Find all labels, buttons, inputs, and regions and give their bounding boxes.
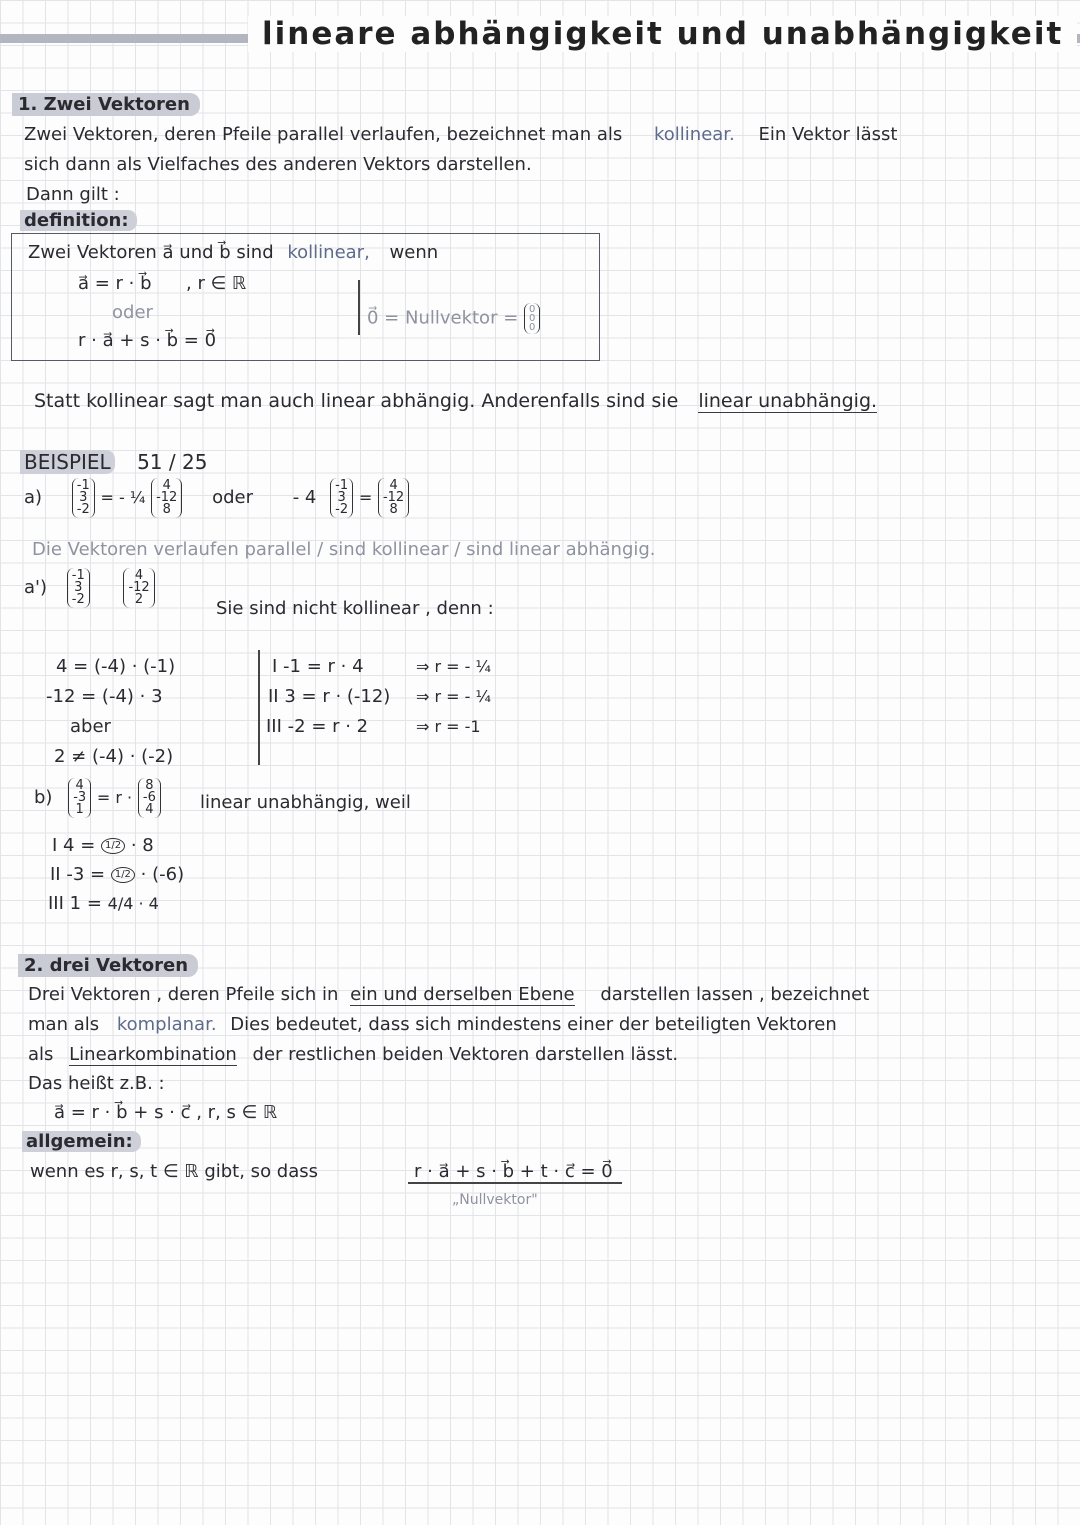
calc-left-3: aber <box>70 716 111 737</box>
linear-unabhaengig-term: linear unabhängig. <box>698 390 878 412</box>
sec2-line6: wenn es r, s, t ∈ ℝ gibt, so dass <box>30 1161 319 1182</box>
sec1-para-line3: Dann gilt : <box>26 184 120 205</box>
section-1-heading: 1. Zwei Vektoren <box>12 93 200 116</box>
example-a2: a') -1 3 -2 4 -12 2 <box>24 568 155 608</box>
b-row-3: III 1 = 4/4 · 4 <box>48 893 159 914</box>
sec2-line1: Drei Vektoren , deren Pfeile sich in ein und derselben Ebene darstellen lassen , bezeichnet <box>28 984 870 1005</box>
beispiel-ref: 51 / 25 <box>137 450 208 474</box>
kollinear-term: kollinear. <box>653 124 735 145</box>
nicht-kollinear: Sie sind nicht kollinear , denn : <box>216 598 494 619</box>
vector-a3: -1 3 -2 <box>330 478 353 518</box>
example-b: b) 4 -3 1 = r · 8 -6 4 <box>34 778 161 818</box>
def-line2: a⃗ = r · b⃗ <box>78 273 152 294</box>
vector-a1: -1 3 -2 <box>72 478 95 518</box>
sec1-para-line2: sich dann als Vielfaches des anderen Vektors darstellen. <box>24 154 532 175</box>
circled-half-1: 1/2 <box>101 838 125 854</box>
nullvektor-caption: „Nullvektor" <box>452 1192 538 1208</box>
sec2-formula: a⃗ = r · b⃗ + s · c⃗ , r, s ∈ ℝ <box>54 1102 278 1123</box>
vector-a2: 4 -12 8 <box>151 478 182 518</box>
calc-right-3: III -2 = r · 2 <box>266 716 369 737</box>
vector-a5: -1 3 -2 <box>67 568 90 608</box>
sec2-line3: als Linearkombination der restlichen beiden Vektoren darstellen lässt. <box>28 1044 679 1065</box>
calc-left-1: 4 = (-4) · (-1) <box>56 656 176 677</box>
sec2-line2: man als komplanar. Dies bedeutet, dass sich mindestens einer der beteiligten Vektoren <box>28 1014 837 1035</box>
calc-left-4: 2 ≠ (-4) · (-2) <box>54 746 174 767</box>
calc-r-3: ⇒ r = -1 <box>416 717 481 736</box>
statt-kollinear: Statt kollinear sagt man auch linear abhängig. Anderenfalls sind sie linear unabhängig. <box>34 390 878 412</box>
b-row-1: I 4 = 1/2 · 8 <box>52 835 154 856</box>
def-line1: Zwei Vektoren a⃗ und b⃗ sind kollinear, wenn <box>28 242 439 263</box>
def-line2b: , r ∈ ℝ <box>186 273 247 294</box>
def-line3: r · a⃗ + s · b⃗ = 0⃗ <box>78 330 217 351</box>
calc-right-1: I -1 = r · 4 <box>272 656 364 677</box>
vector-b1: 4 -3 1 <box>68 778 91 818</box>
circled-half-2: 1/2 <box>111 867 135 883</box>
calc-left-2: -12 = (-4) · 3 <box>46 686 163 707</box>
vector-a4: 4 -12 8 <box>378 478 409 518</box>
calc-right-2: II 3 = r · (-12) <box>268 686 391 707</box>
vector-b2: 8 -6 4 <box>138 778 161 818</box>
sec2-line4: Das heißt z.B. : <box>28 1073 165 1094</box>
calc-r-2: ⇒ r = - ¼ <box>416 687 492 706</box>
sec2-general-formula: r · a⃗ + s · b⃗ + t · c⃗ = 0⃗ <box>414 1161 613 1182</box>
vector-a6: 4 -12 2 <box>123 568 154 608</box>
allgemein-label: allgemein: <box>22 1131 141 1152</box>
example-a: a) -1 3 -2 = - ¼ 4 -12 8 oder - 4 -1 3 -2 = 4 -12 8 <box>24 478 409 518</box>
calc-r-1: ⇒ r = - ¼ <box>416 657 492 676</box>
b-linear-unabhaengig: linear unabhängig, weil <box>200 792 411 813</box>
beispiel-label: BEISPIEL 51 / 25 <box>20 450 207 474</box>
calc-divider <box>258 650 260 765</box>
section-2-heading: 2. drei Vektoren <box>18 954 198 977</box>
example-a-conclusion: Die Vektoren verlaufen parallel / sind kollinear / sind linear abhängig. <box>32 539 656 560</box>
def-oder: oder <box>112 302 153 323</box>
sec1-para-line1: Zwei Vektoren, deren Pfeile parallel verlaufen, bezeichnet man als kollinear. Ein Vektor lässt <box>24 124 898 145</box>
komplanar-term: komplanar. <box>116 1014 217 1035</box>
definition-label: definition: <box>20 210 137 231</box>
def-divider <box>358 280 360 335</box>
b-row-2: II -3 = 1/2 · (-6) <box>50 864 185 885</box>
null-vector: 0 0 0 <box>524 303 540 334</box>
formula-underline <box>408 1182 622 1184</box>
nullvektor-note: 0⃗ = Nullvektor = 0 0 0 <box>367 303 540 334</box>
ebene-term: ein und derselben Ebene <box>350 984 575 1005</box>
linearkombination-term: Linearkombination <box>69 1044 237 1065</box>
page-title: lineare abhängigkeit und unabhängigkeit <box>248 16 1077 52</box>
